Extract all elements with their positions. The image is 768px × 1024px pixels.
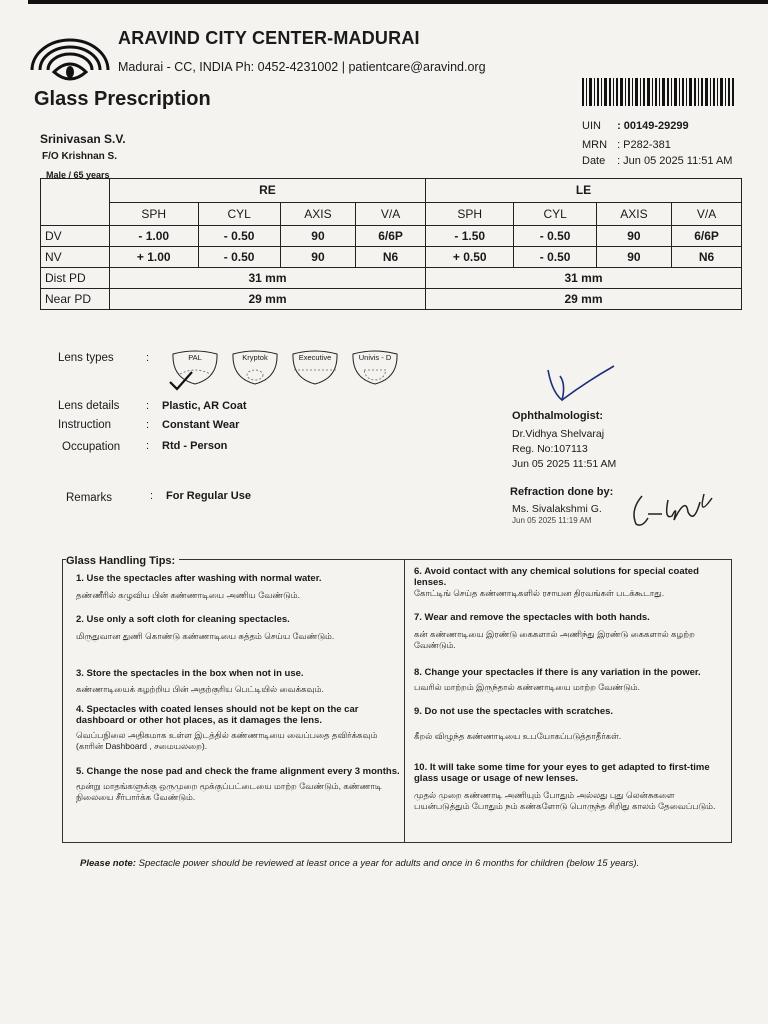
hospital-name: ARAVIND CITY CENTER-MADURAI xyxy=(118,28,420,48)
eye-logo-icon xyxy=(28,30,112,90)
table-corner-cell xyxy=(41,179,110,226)
lens-option-label: Kryptok xyxy=(242,353,268,362)
tip-text-ta: கோட்டிங் செய்த கண்ணாடிகளில் ரசாயன திரவங்கள் படக்கூடாது. xyxy=(414,588,665,598)
tip-text-en: 8. Change your spectacles if there is any variation in the power. xyxy=(414,667,701,678)
le-header: LE xyxy=(425,179,741,203)
colon: : xyxy=(146,352,150,364)
tip-text-en: 4. Spectacles with coated lenses should not be kept on the car dashboard or other hot places, as it damages the lens. xyxy=(76,704,359,726)
date-label: Date xyxy=(582,155,606,167)
tip-2 xyxy=(76,614,402,642)
table-row xyxy=(41,289,742,310)
table-row xyxy=(41,226,742,247)
table-cell: 90 xyxy=(596,226,671,247)
col-header: SPH xyxy=(110,202,199,226)
refraction-title: Refraction done by: xyxy=(510,486,614,498)
lens-option-executive xyxy=(290,348,340,386)
table-cell: - 1.50 xyxy=(425,226,514,247)
date-field xyxy=(582,155,732,167)
table-cell: - 0.50 xyxy=(514,226,596,247)
table-cell: 6/6P xyxy=(356,226,426,247)
patient-gender-age: Male / 65 years xyxy=(46,170,110,180)
lens-option-univis xyxy=(350,348,400,386)
table-cell: 90 xyxy=(280,226,355,247)
tip-text-en: 6. Avoid contact with any chemical solutions for special coated lenses. xyxy=(414,566,699,588)
tip-text-en: 5. Change the nose pad and check the frame alignment every 3 months. xyxy=(76,766,400,777)
table-cell: 90 xyxy=(596,247,671,268)
tip-text-en: 9. Do not use the spectacles with scratches. xyxy=(414,706,614,717)
table-cell: N6 xyxy=(356,247,426,268)
col-header: V/A xyxy=(356,202,426,226)
table-cell: 90 xyxy=(280,247,355,268)
lens-option-label: Executive xyxy=(298,353,332,362)
lens-types-label: Lens types xyxy=(58,352,114,364)
refraction-name: Ms. Sivalakshmi G. xyxy=(512,503,602,515)
barcode-icon xyxy=(582,78,734,106)
top-border xyxy=(28,0,768,4)
row-label-near-pd: Near PD xyxy=(41,289,110,310)
col-header: V/A xyxy=(672,202,742,226)
colon: : xyxy=(146,419,150,431)
table-cell: N6 xyxy=(672,247,742,268)
checkmark-icon xyxy=(168,370,194,392)
re-header: RE xyxy=(110,179,426,203)
lens-types-group xyxy=(170,348,392,390)
row-label-dist-pd: Dist PD xyxy=(41,268,110,289)
tip-text-en: 3. Store the spectacles in the box when not in use. xyxy=(76,668,304,679)
lens-option-label: Univis - D xyxy=(358,353,392,362)
lens-details-label: Lens details xyxy=(58,400,120,412)
colon: : xyxy=(146,440,150,452)
uin-value: : 00149-29299 xyxy=(617,120,689,132)
mrn-label: MRN xyxy=(582,139,608,151)
table-cell: + 0.50 xyxy=(425,247,514,268)
tip-text-ta: கன் கண்ணாடியை இரண்டு கைகளால் அணிந்து இரண்டு கைகளால் கழற்ற வேண்டும். xyxy=(414,629,695,650)
tips-divider xyxy=(404,559,405,843)
col-header: AXIS xyxy=(280,202,355,226)
ophthalmologist-signature-icon xyxy=(540,362,620,404)
hospital-contact: Madurai - CC, INDIA Ph: 0452-4231002 | patientcare@aravind.org xyxy=(118,60,486,74)
mrn-value: : P282-381 xyxy=(617,139,671,151)
tip-text-ta: முதல் முறை கண்ணாடி அணியும் போதும் அல்லது புது லென்சுகளை பயன்படுத்தும் போதும் நம் கண்களோடு பொருந்த சிறிது காலம் தேவைப்படும். xyxy=(414,790,716,811)
tip-9 xyxy=(414,706,726,742)
tip-7 xyxy=(414,612,726,651)
row-label-nv: NV xyxy=(41,247,110,268)
remarks-value: For Regular Use xyxy=(166,490,251,502)
tips-title: Glass Handling Tips: xyxy=(66,555,179,567)
tip-10 xyxy=(414,762,726,812)
remarks-label: Remarks xyxy=(66,492,113,504)
tip-6 xyxy=(414,566,726,599)
table-row xyxy=(41,202,742,226)
table-row xyxy=(41,179,742,203)
row-label-dv: DV xyxy=(41,226,110,247)
uin-field xyxy=(582,120,689,132)
tip-text-en: 7. Wear and remove the spectacles with both hands. xyxy=(414,612,650,623)
tip-text-ta: மிருதுவான துணி கொண்டு கண்ணாடியை சுத்தம் செய்ய வேண்டும். xyxy=(76,631,335,641)
table-cell: - 0.50 xyxy=(514,247,596,268)
refraction-signature-icon xyxy=(628,490,718,530)
col-header: AXIS xyxy=(596,202,671,226)
colon: : xyxy=(146,400,150,412)
instruction-value: Constant Wear xyxy=(162,419,240,431)
tip-text-ta: பவரில் மாற்றம் இருந்தால் கண்ணாடியை மாற்ற வேண்டும். xyxy=(414,682,640,692)
tip-text-ta: தண்ணீரில் கழுவிய பின் கண்ணாடியை அணிய வேண்டும். xyxy=(76,590,300,600)
ophthalmologist-reg: Reg. No:107113 xyxy=(512,443,588,455)
table-cell: 31 mm xyxy=(110,268,426,289)
patient-name: Srinivasan S.V. xyxy=(40,132,126,146)
tip-text-en: 10. It will take some time for your eyes to get adapted to first-time glass usage or usage of new lenses. xyxy=(414,762,710,784)
table-row xyxy=(41,247,742,268)
tip-text-en: 1. Use the spectacles after washing with normal water. xyxy=(76,573,322,584)
mrn-field xyxy=(582,139,671,151)
date-value: : Jun 05 2025 11:51 AM xyxy=(617,155,733,167)
tip-8 xyxy=(414,667,726,693)
table-cell: + 1.00 xyxy=(110,247,199,268)
lens-option-label: PAL xyxy=(188,353,202,362)
col-header: SPH xyxy=(425,202,514,226)
instruction-label: Instruction xyxy=(58,419,112,431)
tip-4 xyxy=(76,704,402,752)
uin-label: UIN xyxy=(582,120,601,132)
tip-5 xyxy=(76,766,402,803)
tip-1 xyxy=(76,573,402,601)
ophthalmologist-title: Ophthalmologist: xyxy=(512,410,604,422)
table-row xyxy=(41,268,742,289)
prescription-table xyxy=(40,178,742,310)
tip-text-en: 2. Use only a soft cloth for cleaning spectacles. xyxy=(76,614,290,625)
patient-father: F/O Krishnan S. xyxy=(42,151,118,162)
please-note xyxy=(80,858,639,869)
lens-details-value: Plastic, AR Coat xyxy=(162,400,247,412)
note-label: Please note: xyxy=(80,858,136,869)
table-cell: 31 mm xyxy=(425,268,741,289)
document-title: Glass Prescription xyxy=(34,88,211,110)
col-header: CYL xyxy=(198,202,280,226)
tip-text-ta: வெப்பநிலை அதிகமாக உள்ள இடத்தில் கண்ணாடியை வைப்பதை தவிர்க்கவும் (காரின் Dashboard , சமையலறை). xyxy=(76,730,378,751)
ophthalmologist-name: Dr.Vidhya Shelvaraj xyxy=(512,428,605,440)
note-text: Spectacle power should be reviewed at least once a year for adults and once in 6 months for children (below 15 years). xyxy=(138,858,640,869)
tip-3 xyxy=(76,668,402,695)
refraction-date: Jun 05 2025 11:19 AM xyxy=(512,516,592,523)
table-cell: 6/6P xyxy=(672,226,742,247)
tip-text-ta: மூன்று மாதங்களுக்கு ஒருமுறை மூக்குப்பட்டையை மாற்ற வேண்டும், கண்ணாடி நிலையை சீர்பார்க்க வேண்டும். xyxy=(76,781,382,802)
lens-option-kryptok xyxy=(230,348,280,386)
occupation-value: Rtd - Person xyxy=(162,440,228,452)
ophthalmologist-date: Jun 05 2025 11:51 AM xyxy=(512,458,617,470)
table-cell: - 0.50 xyxy=(198,226,280,247)
table-cell: 29 mm xyxy=(425,289,741,310)
table-cell: - 1.00 xyxy=(110,226,199,247)
table-cell: 29 mm xyxy=(110,289,426,310)
col-header: CYL xyxy=(514,202,596,226)
table-cell: - 0.50 xyxy=(198,247,280,268)
occupation-label: Occupation xyxy=(62,441,121,453)
tip-text-ta: கண்ணாடியைக் கழற்றிய பின் அதற்குரிய பெட்டியில் வைக்கவும். xyxy=(76,684,324,694)
tip-text-ta: கீறல் விழுந்த கண்ணாடியை உபயோகப்படுத்தாதீர்கள். xyxy=(414,731,622,741)
colon: : xyxy=(150,490,154,502)
